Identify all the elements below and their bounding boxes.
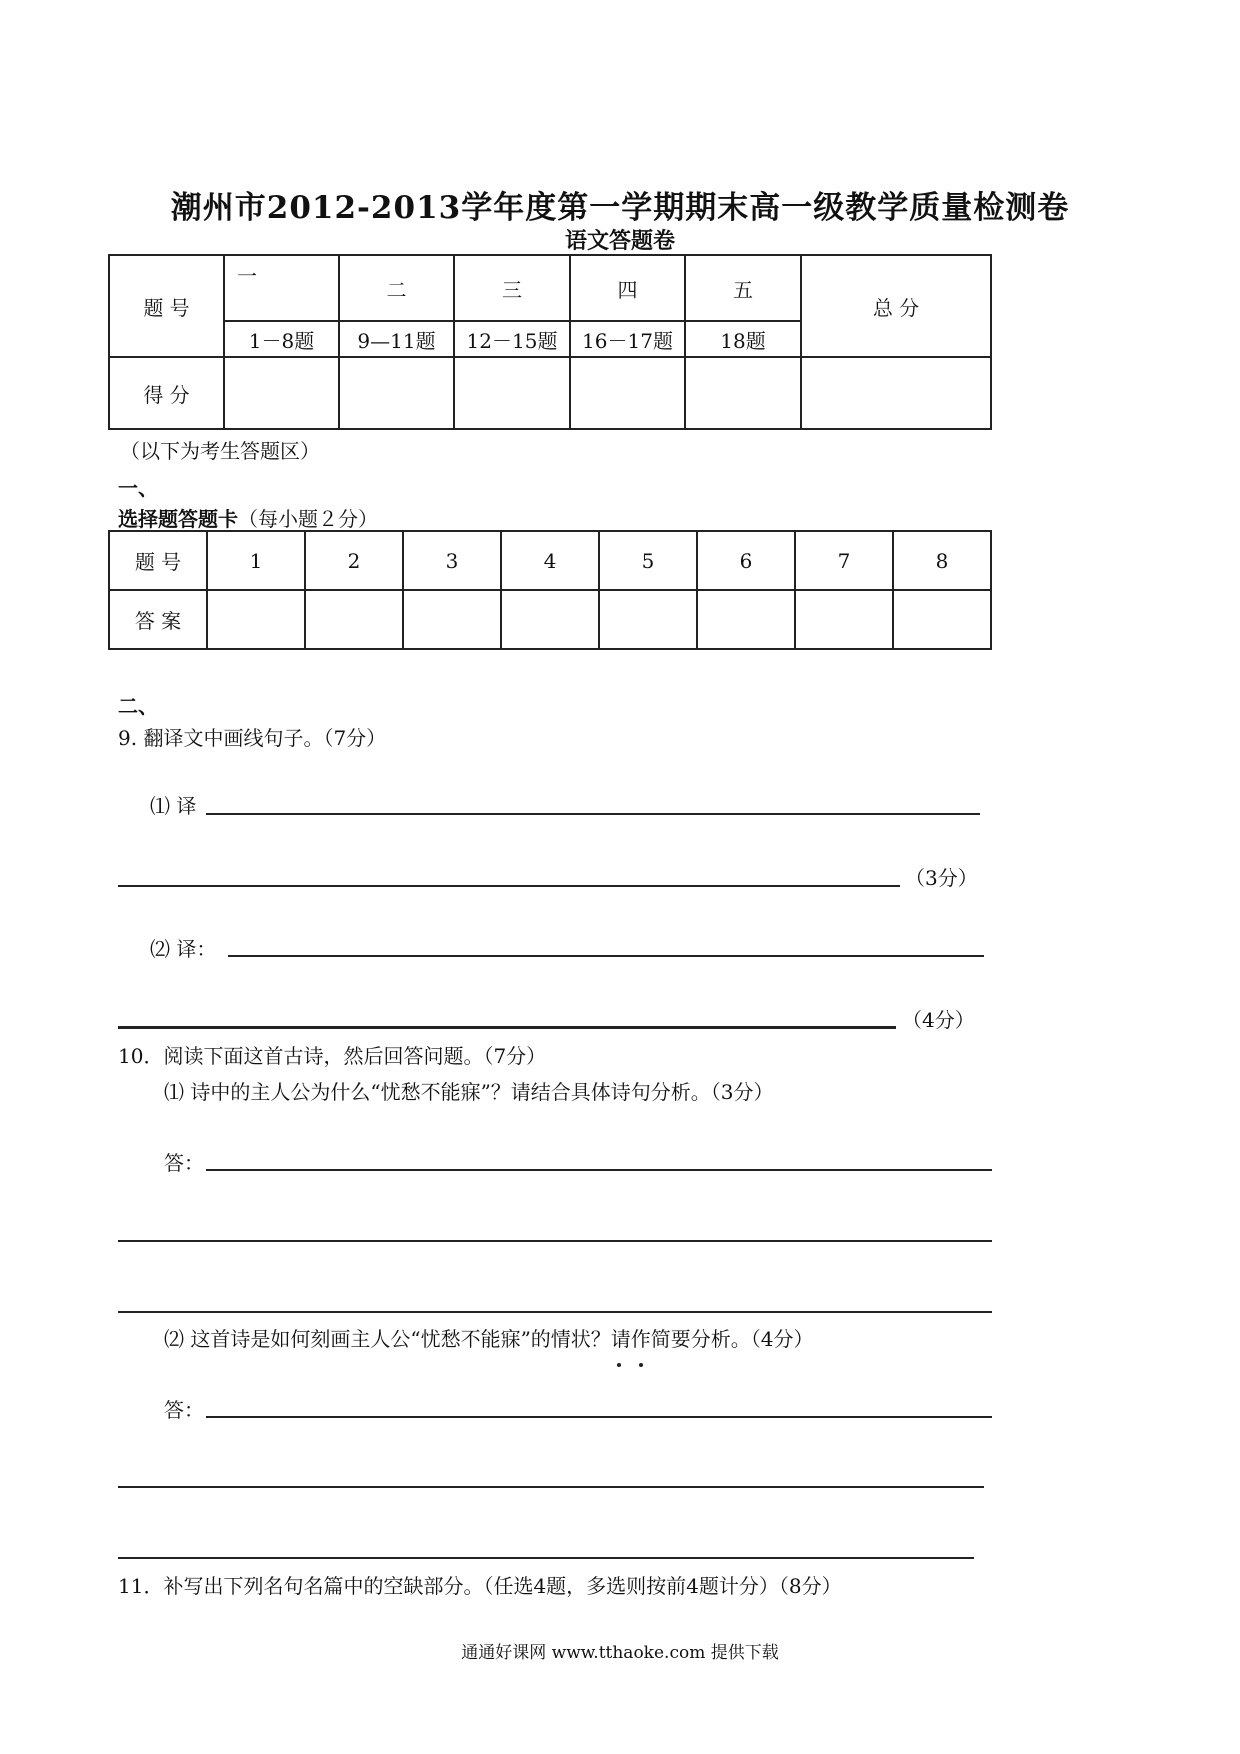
section-header-4: 四 [570, 255, 685, 321]
q10-sub2-prompt: ⑵ 这首诗是如何刻画主人公“忧愁不能寐”的情状？请作简要分析。（4分） [164, 1327, 814, 1351]
total-score-label: 总 分 [801, 255, 991, 357]
answer-card-title: 选择题答题卡 [118, 507, 238, 531]
score-summary-table [108, 254, 992, 430]
q9-sub2-answer-line-1[interactable] [228, 955, 984, 957]
mc-number-5: 5 [599, 531, 697, 590]
q10-sub2-answer-line-2[interactable] [118, 1486, 984, 1488]
page-footer: 通通好课网 www.tthaoke.com 提供下载 [461, 1643, 779, 1663]
section-header-1: 一 [224, 255, 339, 321]
mc-answer-cell-4[interactable] [501, 590, 599, 649]
q10-sub2-answer-line-1[interactable] [206, 1416, 992, 1418]
score-cell-4[interactable] [570, 357, 685, 429]
mc-answer-cell-6[interactable] [697, 590, 795, 649]
section-range-1: 1－8题 [224, 321, 339, 357]
mc-number-2: 2 [305, 531, 403, 590]
section-range-5: 18题 [685, 321, 801, 357]
q11-prompt: 11．补写出下列名句名篇中的空缺部分。（任选4题，多选则按前4题计分）（8分） [118, 1574, 842, 1598]
mc-number-3: 3 [403, 531, 501, 590]
mc-answer-cell-8[interactable] [893, 590, 991, 649]
mc-number-7: 7 [795, 531, 893, 590]
q9-sub2-label: ⑵ 译： [150, 937, 217, 961]
q10-sub2-answer-label: 答： [164, 1398, 204, 1422]
mc-number-label: 题 号 [109, 531, 207, 590]
mc-answer-label: 答 案 [109, 590, 207, 649]
q9-sub1-answer-line-2[interactable] [118, 885, 900, 887]
answer-area-note: （以下为考生答题区） [120, 439, 320, 463]
mc-answer-cell-2[interactable] [305, 590, 403, 649]
q9-prompt: 9. 翻译文中画线句子。（7分） [118, 726, 387, 750]
mc-answer-cell-1[interactable] [207, 590, 305, 649]
exam-title: 潮州市2012-2013学年度第一学期期末高一级教学质量检测卷 [170, 190, 1070, 226]
score-cell-2[interactable] [339, 357, 454, 429]
q9-sub1-score: （3分） [905, 866, 978, 890]
section-header-3: 三 [454, 255, 570, 321]
q10-sub1-prompt: ⑴ 诗中的主人公为什么“忧愁不能寐”？请结合具体诗句分析。（3分） [164, 1080, 774, 1104]
emphasis-dots [617, 1352, 643, 1371]
score-cell-3[interactable] [454, 357, 570, 429]
section-range-3: 12－15题 [454, 321, 570, 357]
score-row-label: 得 分 [109, 357, 224, 429]
q10-sub1-answer-line-3[interactable] [118, 1311, 992, 1313]
score-cell-total[interactable] [801, 357, 991, 429]
mc-number-8: 8 [893, 531, 991, 590]
q9-sub2-score: （4分） [902, 1008, 975, 1032]
mc-answer-cell-3[interactable] [403, 590, 501, 649]
section-range-2: 9—11题 [339, 321, 454, 357]
q10-sub1-answer-label: 答： [164, 1151, 204, 1175]
q10-sub1-answer-line-2[interactable] [118, 1240, 992, 1242]
q10-prompt: 10．阅读下面这首古诗，然后回答问题。（7分） [118, 1044, 547, 1068]
mc-number-6: 6 [697, 531, 795, 590]
q10-sub1-answer-line-1[interactable] [206, 1169, 992, 1171]
mc-number-1: 1 [207, 531, 305, 590]
mc-number-4: 4 [501, 531, 599, 590]
mc-answer-cell-5[interactable] [599, 590, 697, 649]
part2-label: 二、 [118, 694, 158, 718]
part1-label: 一、 [118, 476, 158, 500]
q9-sub1-label: ⑴ 译 [150, 794, 197, 818]
section-range-4: 16－17题 [570, 321, 685, 357]
answer-card-heading [118, 503, 378, 532]
score-cell-5[interactable] [685, 357, 801, 429]
multiple-choice-answer-table [108, 530, 992, 650]
mc-answer-cell-7[interactable] [795, 590, 893, 649]
q9-sub1-answer-line-1[interactable] [206, 813, 980, 815]
section-header-5: 五 [685, 255, 801, 321]
score-cell-1[interactable] [224, 357, 339, 429]
exam-subtitle: 语文答题卷 [564, 228, 675, 254]
question-number-label: 题 号 [109, 255, 224, 357]
q9-sub2-answer-line-2[interactable] [118, 1026, 896, 1029]
q10-sub2-answer-line-3[interactable] [118, 1557, 974, 1559]
answer-card-note: （每小题２分） [238, 507, 378, 531]
section-header-2: 二 [339, 255, 454, 321]
